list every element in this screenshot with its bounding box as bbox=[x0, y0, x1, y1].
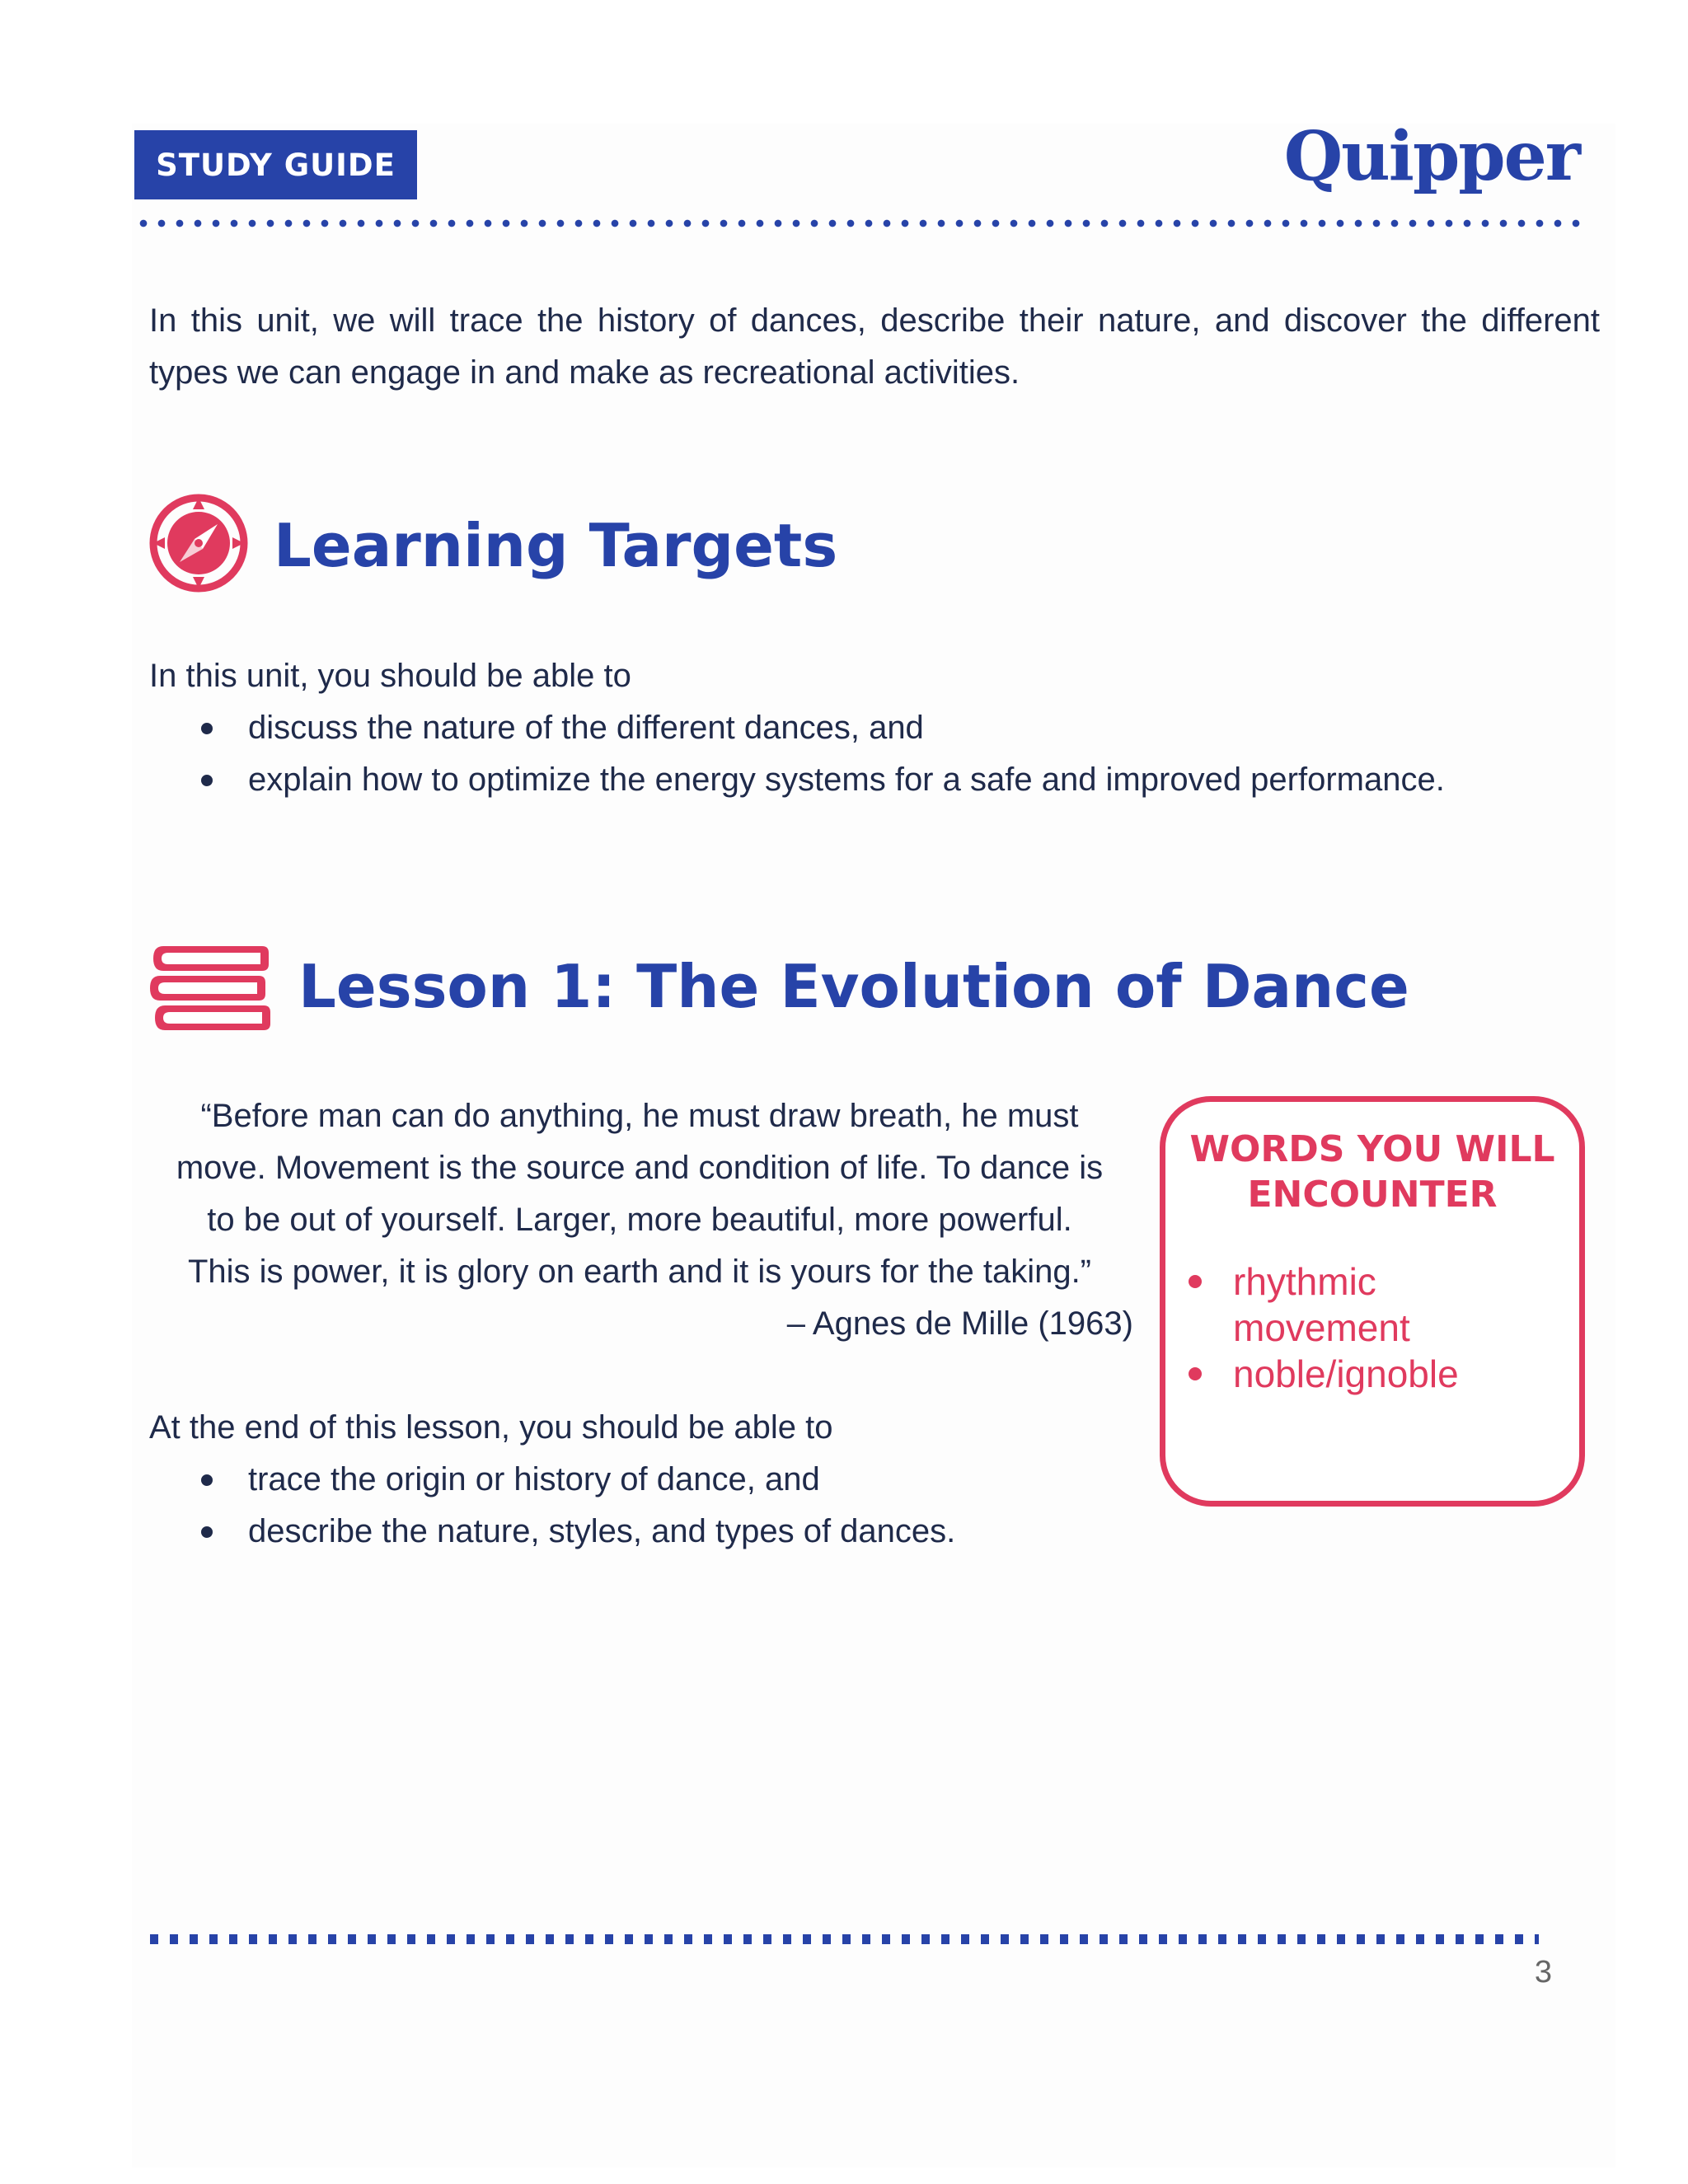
quote-line: This is power, it is glory on earth and it is yours for the taking.” bbox=[187, 1254, 1092, 1290]
quote-author: – Agnes de Mille (1963) bbox=[786, 1305, 1133, 1342]
learning-targets-title: Learning Targets bbox=[274, 511, 838, 580]
intro-paragraph: In this unit, we will trace the history of dances, describe their nature, and discover the different types we can engage in and make as recreational activities. bbox=[149, 302, 1600, 391]
lesson-title: Lesson 1: The Evolution of Dance bbox=[298, 952, 1409, 1021]
study-guide-badge: STUDY GUIDE bbox=[134, 130, 417, 199]
books-icon bbox=[147, 940, 275, 1042]
page-number: 3 bbox=[1534, 1955, 1552, 1990]
list-item: discuss the nature of the different dances, and bbox=[149, 702, 1445, 754]
top-dotted-divider bbox=[134, 219, 1581, 227]
words-box-title-line: WORDS YOU WILL bbox=[1189, 1128, 1555, 1170]
learning-targets-list bbox=[149, 702, 1445, 806]
vocabulary-item: noble/ignoble bbox=[1182, 1351, 1546, 1397]
compass-icon bbox=[147, 491, 251, 595]
bottom-dotted-divider bbox=[150, 1934, 1539, 1944]
learning-targets-lead: In this unit, you should be able to bbox=[149, 658, 631, 694]
list-item: explain how to optimize the energy systems for a safe and improved performance. bbox=[149, 754, 1445, 806]
words-box-title-line: ENCOUNTER bbox=[1247, 1174, 1498, 1216]
quote-line: to be out of yourself. Larger, more beautiful, more powerful. bbox=[207, 1202, 1072, 1238]
lesson-lead: At the end of this lesson, you should be able to bbox=[149, 1409, 833, 1446]
vocabulary-list bbox=[1182, 1258, 1546, 1397]
lesson-quote bbox=[149, 1090, 1130, 1298]
quipper-logo: Quipper bbox=[1283, 117, 1579, 196]
words-box-title bbox=[1165, 1127, 1579, 1217]
words-you-will-encounter-box bbox=[1160, 1096, 1585, 1507]
list-item: describe the nature, styles, and types of dances. bbox=[149, 1506, 955, 1558]
lesson-objectives-list bbox=[149, 1454, 955, 1558]
quote-line: move. Movement is the source and condition of life. To dance is bbox=[176, 1150, 1104, 1186]
vocabulary-item: rhythmic movement bbox=[1182, 1258, 1546, 1351]
list-item: trace the origin or history of dance, and bbox=[149, 1454, 955, 1506]
quote-line: “Before man can do anything, he must draw breath, he must bbox=[200, 1098, 1079, 1134]
